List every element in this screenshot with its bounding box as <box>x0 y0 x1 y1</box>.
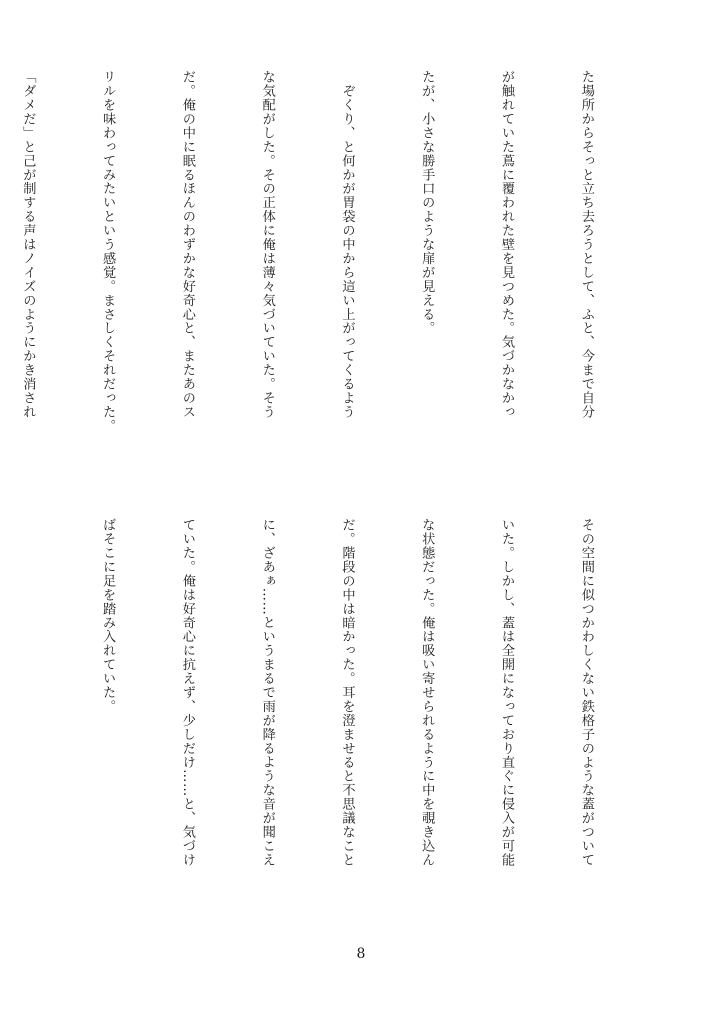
text-line: だ。俺の中に眠るほんのわずかな好奇心と、またあのス <box>179 70 195 419</box>
text-line: いた。しかし、蓋は全開になっており直ぐに侵入が可能 <box>499 518 515 867</box>
text-line: だ。階段の中は暗かった。耳を澄ませると不思議なこと <box>339 518 355 867</box>
text-line: たが、小さな勝手口のような扉が見える。 <box>419 70 435 336</box>
text-line: リルを味わってみたいという感覚。まさしくそれだった。 <box>100 70 116 433</box>
text-line: な状態だった。俺は吸い寄せられるように中を覗き込ん <box>419 518 435 867</box>
page-number: 8 <box>356 946 366 962</box>
top-text-block <box>20 70 652 490</box>
text-line: ぞくり、と何かが胃袋の中から這い上がってくるよう <box>339 70 355 419</box>
text-line: ばそこに足を踏み入れていた。 <box>100 518 116 714</box>
text-line: な気配がした。その正体に俺は薄々気づいていた。そう <box>259 70 275 419</box>
text-line: が触れていた蔦に覆われた壁を見つめた。気づかなかっ <box>499 70 515 419</box>
text-line: 「ダメだ」と己が制する声はノイズのようにかき消され <box>20 70 36 419</box>
text-line: ていた。俺は好奇心に抗えず、少しだけ……と、気づけ <box>179 518 195 867</box>
text-line: その空間に似つかわしくない鉄格子のような蓋がついて <box>578 518 594 867</box>
text-line: た場所からそっと立ち去ろうとして、ふと、今まで自分 <box>578 70 594 419</box>
bottom-text-block <box>100 518 652 938</box>
text-line: に、ざあぁ……というまるで雨が降るような音が聞こえ <box>259 518 275 867</box>
